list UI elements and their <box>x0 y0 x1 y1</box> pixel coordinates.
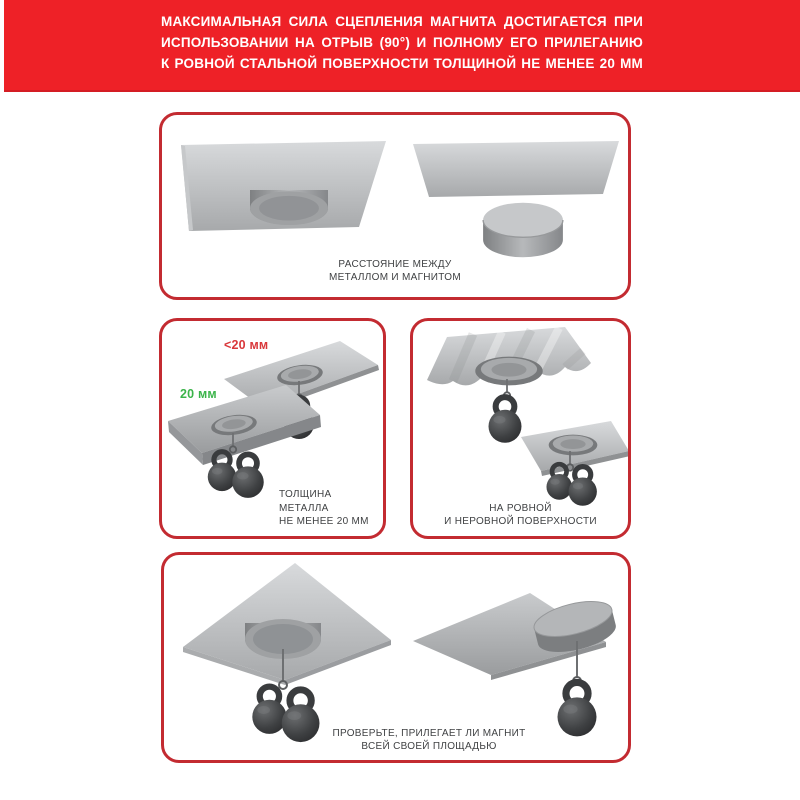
header-text-block <box>161 0 643 74</box>
caption-line: НА РОВНОЙ <box>489 503 552 514</box>
panel-caption <box>309 727 549 753</box>
caption-line: ВСЕЙ СВОЕЙ ПЛОЩАДЬЮ <box>361 741 497 752</box>
panel-caption <box>279 488 369 529</box>
panel-distance <box>159 112 631 300</box>
plate-magnet-attached-graphic <box>181 141 386 231</box>
caption-line: МЕТАЛЛОМ И МАГНИТОМ <box>329 272 461 283</box>
header-banner <box>4 0 800 92</box>
kettlebell-pair-graphic <box>208 452 264 498</box>
flat-plate-graphic <box>521 421 628 506</box>
caption-line: И НЕРОВНОЙ ПОВЕРХНОСТИ <box>444 516 597 527</box>
header-line-3: К РОВНОЙ СТАЛЬНОЙ ПОВЕРХНОСТИ ТОЛЩИНОЙ НЕ МЕНЕЕ 20 ММ <box>161 56 643 71</box>
thick-plate-graphic <box>168 385 321 498</box>
caption-line: РАССТОЯНИЕ МЕЖДУ <box>338 259 452 270</box>
partial-contact-plate-graphic <box>413 593 619 736</box>
header-line-2: ИСПОЛЬЗОВАНИИ НА ОТРЫВ (90°) И ПОЛНОМУ ЕГО ПРИЛЕГАНИЮ <box>161 35 643 50</box>
magnet-graphic <box>483 203 563 258</box>
panel-surface <box>410 318 631 539</box>
corrugated-sheet-graphic <box>427 327 591 443</box>
panel-thickness <box>159 318 386 539</box>
kettlebell-graphic <box>558 682 597 736</box>
header-line-1: МАКСИМАЛЬНАЯ СИЛА СЦЕПЛЕНИЯ МАГНИТА ДОСТИГАЕТСЯ ПРИ <box>161 14 643 29</box>
magnet-graphic <box>549 435 598 456</box>
caption-line: МЕТАЛЛА <box>279 502 329 514</box>
magnet-graphic <box>250 190 328 225</box>
kettlebell-graphic <box>489 397 522 443</box>
caption-line: НЕ МЕНЕЕ 20 ММ <box>279 516 369 527</box>
plate-magnet-apart-graphic <box>413 141 619 257</box>
full-contact-plate-graphic <box>183 563 391 742</box>
caption-line: ТОЛЩИНА <box>279 489 332 500</box>
thick-plate-label: 20 мм <box>180 387 217 401</box>
panel-caption <box>413 502 628 528</box>
magnet-graphic <box>475 357 543 386</box>
thin-plate-label: <20 мм <box>224 338 269 352</box>
panel-full-contact <box>161 552 631 763</box>
panel-caption <box>162 258 628 284</box>
caption-line: ПРОВЕРЬТЕ, ПРИЛЕГАЕТ ЛИ МАГНИТ <box>332 728 526 739</box>
